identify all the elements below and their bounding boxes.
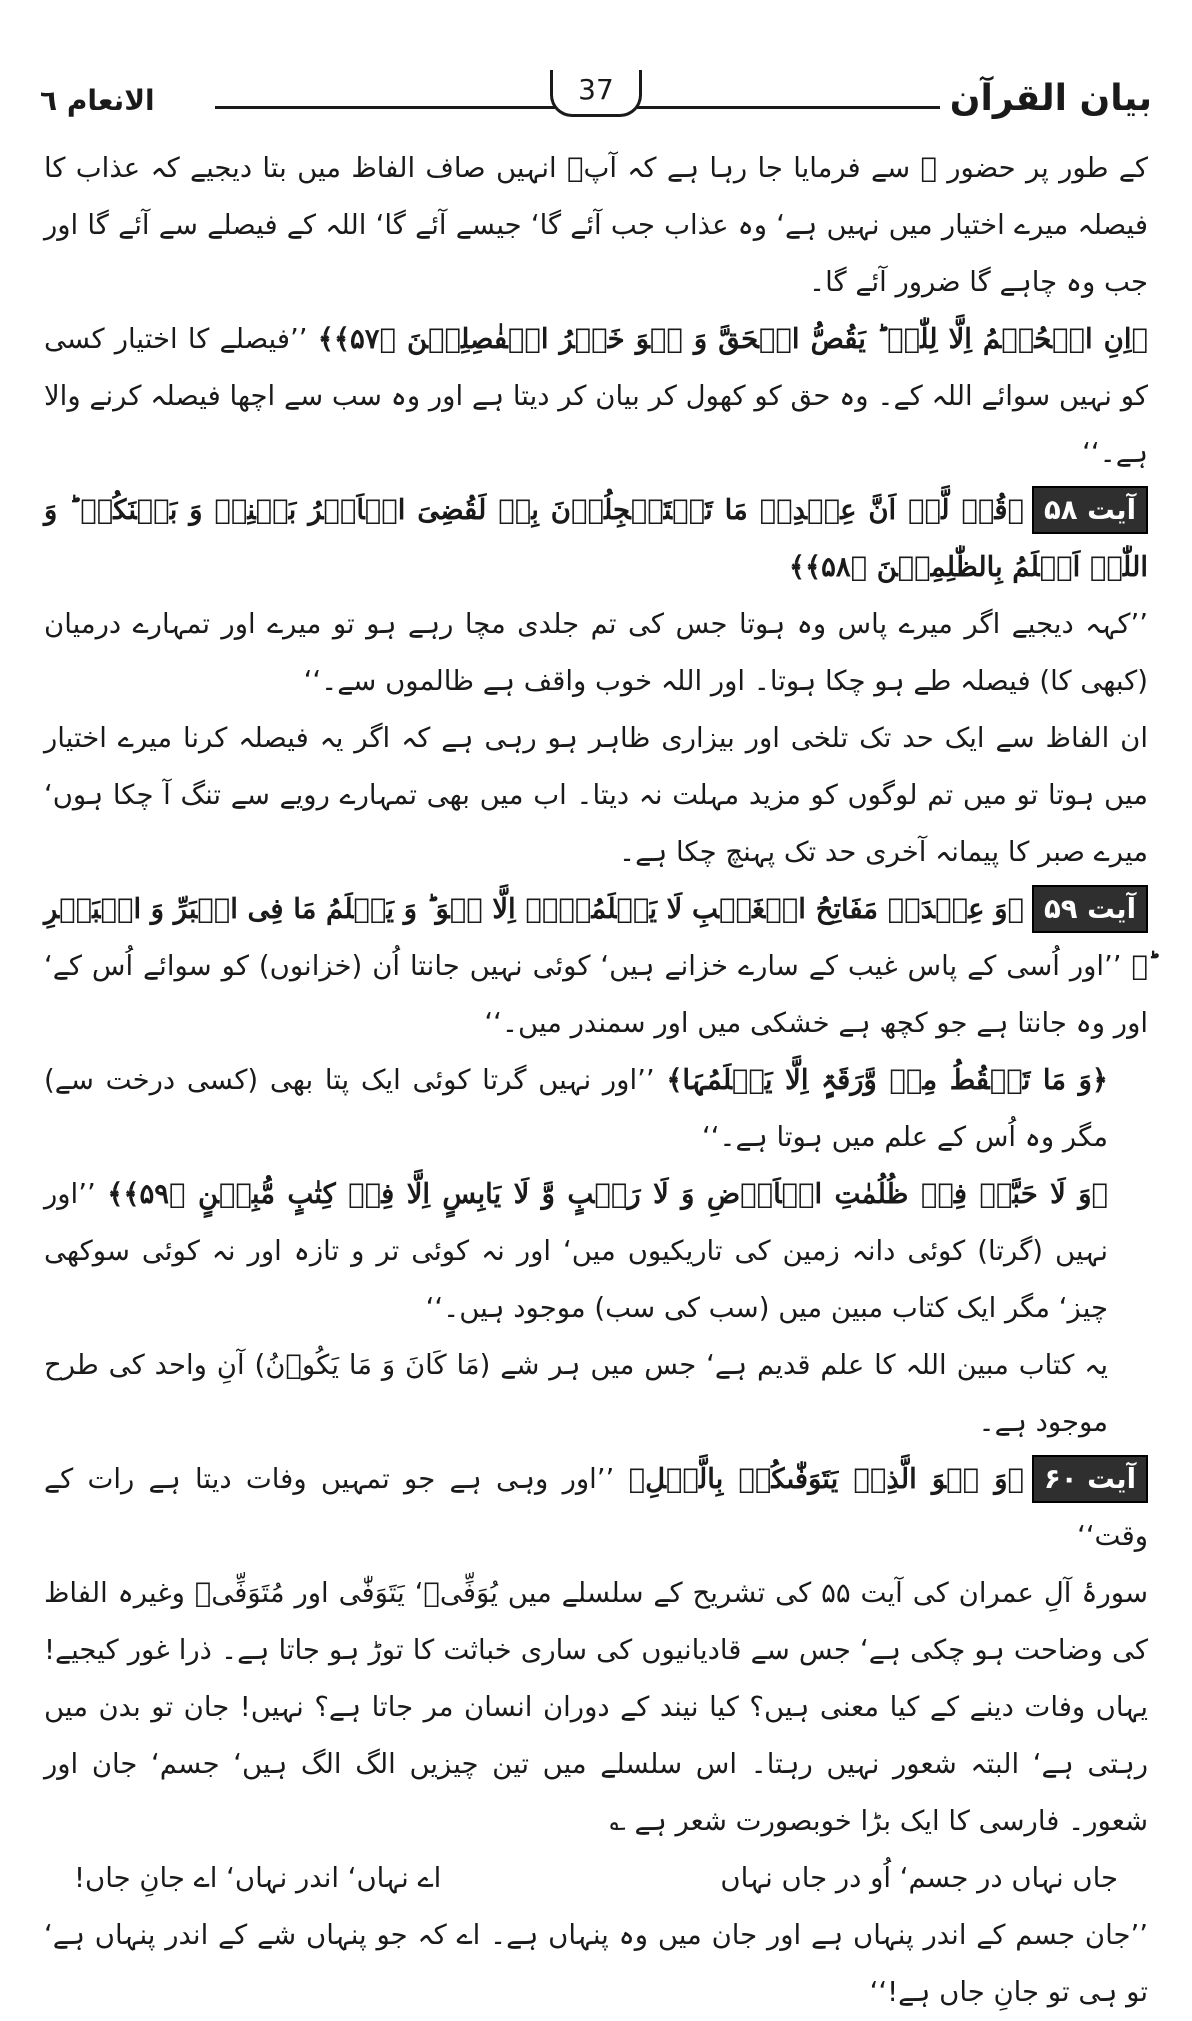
- ayah-badge: آیت ۵۸: [1032, 486, 1148, 534]
- translation: ’’اور نہیں (گرتا) کوئی دانہ زمین کی تاریکیوں میں‘ اور نہ کوئی تر و تازہ اور نہ کوئی سوکھی چیز‘ مگر ایک کتاب مبین میں (سب کی سب) موجود ہیں۔‘‘: [44, 1178, 1108, 1324]
- quran-verse: ﴿وَ عِنۡدَہٗ مَفَاتِحُ الۡغَیۡبِ لَا یَعۡلَمُہَاۤ اِلَّا ہُوَ ؕ وَ یَعۡلَمُ مَا فِی الۡبَرِّ وَ الۡبَحۡرِ ؕ﴾: [44, 893, 1148, 982]
- paragraph: ’’جان جسم کے اندر پنہاں ہے اور جان میں وہ پنہاں ہے۔ اے کہ جو پنہاں شے کے اندر پنہاں ہے‘ تو ہی تو جانِ جاں ہے!‘‘: [44, 1919, 1148, 2008]
- ayah-badge: آیت ۶۰: [1032, 1455, 1148, 1503]
- translation: ’’اور نہیں گرتا کوئی ایک پتا بھی (کسی درخت سے) مگر وہ اُس کے علم میں ہوتا ہے۔‘‘: [44, 1064, 1108, 1153]
- paragraph: [44, 311, 1148, 482]
- quran-verse: ﴿وَ ہُوَ الَّذِیۡ یَتَوَفّٰىکُمۡ بِالَّیۡلِ﴾: [628, 1463, 1024, 1495]
- quran-verse: ﴿اِنِ الۡحُکۡمُ اِلَّا لِلّٰہِ ؕ یَقُصُّ الۡحَقَّ وَ ہُوَ خَیۡرُ الۡفٰصِلِیۡنَ ﴿۵۷﴾﴾: [317, 323, 1149, 355]
- ayah-block: [44, 881, 1148, 1052]
- ayah-block: [44, 482, 1148, 596]
- persian-couplet: [44, 1850, 1148, 1907]
- paragraph: سورۂ آلِ عمران کی آیت ۵۵ کی تشریح کے سلسلے میں یُوَفِّیۡ‘ یَتَوَفّٰی اور مُتَوَفِّیۡ وغیرہ الفاظ کی وضاحت ہو چکی ہے‘ جس سے قادیانیوں کی ساری خباثت کا توڑ ہو جاتا ہے۔ ذرا غور کیجیے! یہاں وفات دینے کے کیا معنی ہیں؟ کیا نیند کے دوران انسان مر جاتا ہے؟ نہیں! جان تو بدن میں رہتی ہے‘ البتہ شعور نہیں رہتا۔ اس سلسلے میں تین چیزیں الگ الگ ہیں‘ جسم‘ جان اور شعور۔ فارسی کا ایک بڑا خوبصورت شعر ہے ؎: [44, 1577, 1148, 1837]
- quran-verse: ﴿وَ مَا تَسۡقُطُ مِنۡ وَّرَقَۃٍ اِلَّا یَعۡلَمُہَا﴾: [666, 1064, 1108, 1096]
- commentary-body: [44, 140, 1148, 2021]
- paragraph: کے طور پر حضور ﷺ سے فرمایا جا رہا ہے کہ آپؐ انہیں صاف الفاظ میں بتا دیجیے کہ عذاب کا فیصلہ میرے اختیار میں نہیں ہے‘ وہ عذاب جب آئے گا‘ جیسے آئے گا‘ اللہ کے فیصلے سے آئے گا اور جب وہ چاہے گا ضرور آئے گا۔: [44, 152, 1148, 298]
- ayah-badge: آیت ۵۹: [1032, 885, 1148, 933]
- paragraph: ان الفاظ سے ایک حد تک تلخی اور بیزاری ظاہر ہو رہی ہے کہ اگر یہ فیصلہ کرنا میرے اختیار میں ہوتا تو میں تم لوگوں کو مزید مہلت نہ دیتا۔ اب میں بھی تمہارے رویے سے تنگ آ چکا ہوں‘ میرے صبر کا پیمانہ آخری حد تک پہنچ چکا ہے۔: [44, 722, 1149, 868]
- surah-title: الانعام ٦: [40, 84, 165, 117]
- paragraph: یہ کتاب مبین اللہ کا علم قدیم ہے‘ جس میں ہر شے (مَا کَانَ وَ مَا یَکُوۡنُ) آنِ واحد کی طرح موجود ہے۔: [44, 1349, 1108, 1438]
- verse-first-half: جاں نہاں در جسم‘ اُو در جاں نہاں: [720, 1862, 1118, 1894]
- quran-verse: ﴿وَ لَا حَبَّۃٍ فِیۡ ظُلُمٰتِ الۡاَرۡضِ وَ لَا رَطۡبٍ وَّ لَا یَابِسٍ اِلَّا فِیۡ کِتٰبٍ مُّبِیۡنٍ ﴿۵۹﴾﴾: [107, 1178, 1108, 1210]
- page-number: 37: [550, 70, 642, 117]
- translation: ’’اور وہی ہے جو تمہیں وفات دیتا ہے رات کے وقت‘‘: [44, 1463, 1148, 1552]
- book-title: بیان القرآن: [940, 78, 1152, 119]
- translation: ’’کہہ دیجیے اگر میرے پاس وہ ہوتا جس کی تم جلدی مچا رہے ہو تو میرے اور تمہارے درمیان (کبھی کا) فیصلہ طے ہو چکا ہوتا۔ اور اللہ خوب واقف ہے ظالموں سے۔‘‘: [44, 608, 1148, 697]
- quran-verse: ﴿قُلۡ لَّوۡ اَنَّ عِنۡدِیۡ مَا تَسۡتَعۡجِلُوۡنَ بِہٖ لَقُضِیَ الۡاَمۡرُ بَیۡنِیۡ وَ بَیۡنَکُمۡ ؕ وَ اللّٰہُ اَعۡلَمُ بِالظّٰلِمِیۡنَ ﴿۵۸﴾﴾: [44, 494, 1148, 583]
- paragraph: [44, 1052, 1148, 1166]
- verse-second-half: اے نہاں‘ اندر نہاں‘ اے جانِ جاں!: [74, 1862, 442, 1894]
- paragraph: [44, 1166, 1148, 1337]
- page-header: [40, 73, 1152, 120]
- translation: ’’فیصلے کا اختیار کسی کو نہیں سوائے اللہ کے۔ وہ حق کو کھول کر بیان کر دیتا ہے اور وہ سب سے اچھا فیصلہ کرنے والا ہے۔‘‘: [44, 323, 1148, 469]
- translation: ’’اور اُسی کے پاس غیب کے سارے خزانے ہیں‘ کوئی نہیں جانتا اُن (خزانوں) کو سوائے اُس کے‘ اور وہ جانتا ہے جو کچھ ہے خشکی میں اور سمندر میں۔‘‘: [44, 950, 1148, 1039]
- ayah-block: [44, 1451, 1148, 1565]
